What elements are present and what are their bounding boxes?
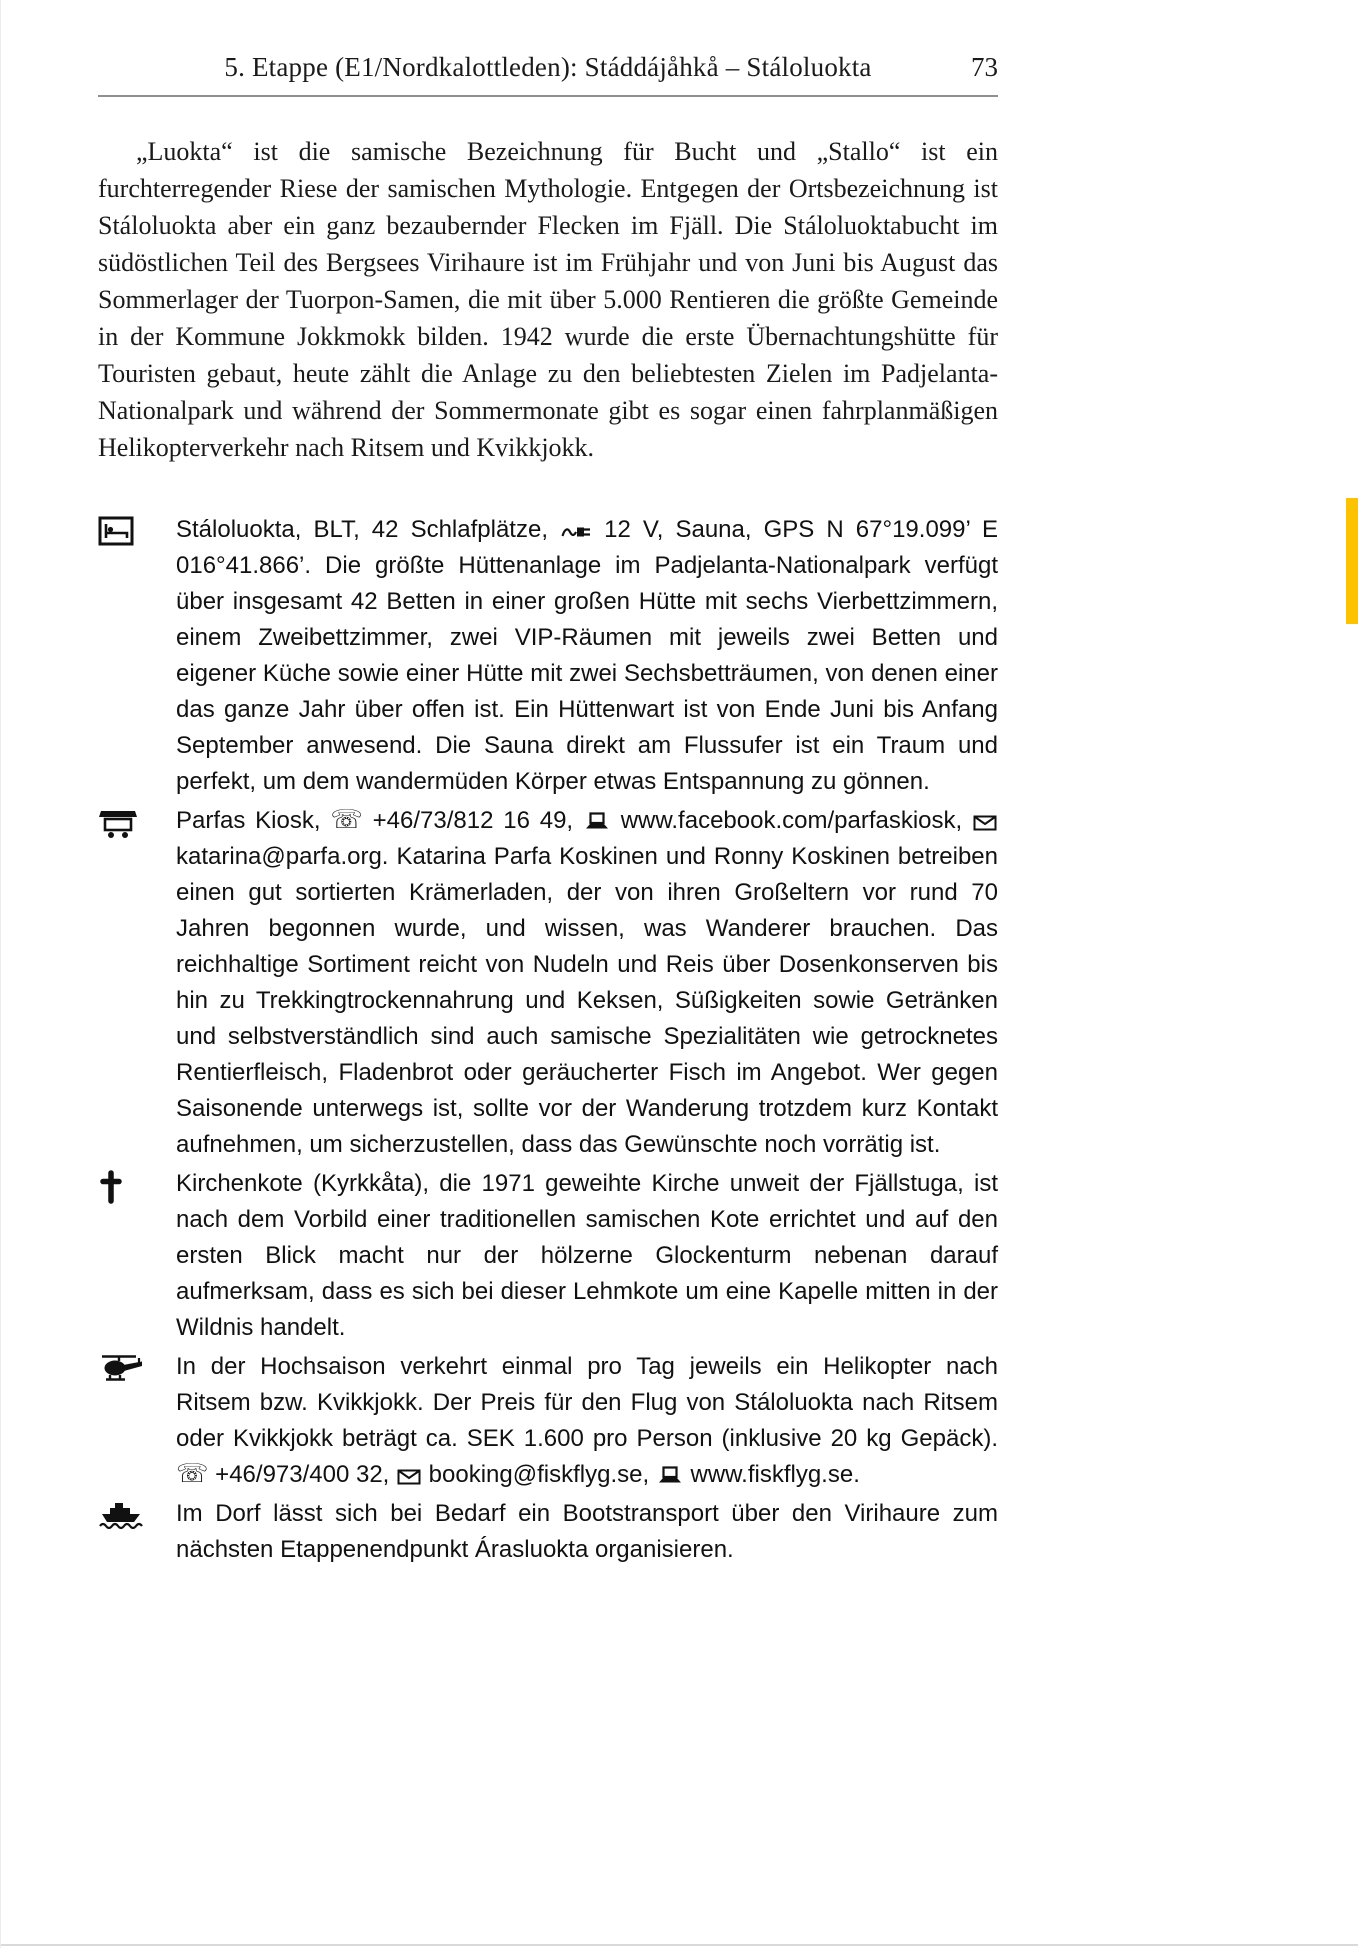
entry-text: Im Dorf lässt sich bei Bedarf ein Bootstransport über den Virihaure zum nächsten Etappenendpunkt Árasluokta organisieren. (176, 1500, 998, 1563)
chapter-edge-tab (1346, 498, 1358, 624)
email-icon (397, 1469, 421, 1485)
boat-icon (98, 1500, 144, 1530)
church-cross-icon (98, 1170, 124, 1204)
kiosk-icon (98, 807, 138, 839)
phone-icon: ☏ (330, 805, 363, 835)
entry-icon-cell (98, 1349, 176, 1388)
info-entry (98, 803, 998, 1163)
entry-icon-cell (98, 1496, 176, 1535)
info-entry (98, 1349, 998, 1493)
info-list (98, 512, 998, 1568)
laptop-icon (657, 1466, 683, 1485)
page-bottom-edge (1, 1944, 1358, 1946)
page-header (98, 52, 998, 97)
entry-icon-cell (98, 803, 176, 844)
entry-text: Stáloluokta, BLT, 42 Schlafplätze, 12 V, Sauna, GPS N 67°19.099’ E 016°41.866’. Die größte Hüttenanlage im Padjelanta-Nationalpark verfügt über insgesamt 42 Betten in einer großen Hütte mit sechs Vierbettzimmern, einem Zweibettzimmer, zwei VIP-Räumen mit jeweils zwei Betten und eigener Küche sowie einer Hütte mit zwei Sechsbetträumen, von denen einer das ganze Jahr über offen ist. Ein Hüttenwart ist von Ende Juni bis Anfang September anwesend. Die Sauna direkt am Flussufer ist ein Traum und perfekt, um dem wandermüden Körper etwas Entspannung zu gönnen. (176, 516, 999, 795)
info-entry (98, 1166, 998, 1346)
power-plug-icon (561, 524, 591, 540)
intro-paragraph: „Luokta“ ist die samische Bezeichnung für Bucht und „Stallo“ ist ein furchterregender Riese der samischen Mythologie. Entgegen der Ortsbezeichnung ist Stáloluokta aber ein ganz bezaubernder Flecken im Fjäll. Die Stáloluoktabucht im südöstlichen Teil des Bergsees Virihaure ist im Frühjahr und von Juni bis August das Sommerlager der Tuorpon-Samen, die mit über 5.000 Rentieren die größte Gemeinde in der Kommune Jokkmokk bilden. 1942 wurde die erste Übernachtungshütte für Touristen gebaut, heute zählt die Anlage zu den beliebtesten Zielen im Padjelanta-Nationalpark und während der Sommermonate gibt es sogar einen fahrplanmäßigen Helikopterverkehr nach Ritsem und Kvikkjokk. (98, 137, 998, 462)
info-entry (98, 512, 998, 800)
phone-icon: ☏ (176, 1459, 209, 1489)
helicopter-icon (98, 1353, 144, 1383)
running-title: 5. Etappe (E1/Nordkalottleden): Stáddájåhkå – Stáloluokta (224, 52, 872, 82)
header-rule (98, 95, 998, 97)
laptop-icon (584, 812, 610, 831)
entry-text: Parfas Kiosk, ☏ +46/73/812 16 49, www.facebook.com/parfaskiosk, katarina@parfa.org. Katarina Parfa Koskinen und Ronny Koskinen betreiben einen gut sortierten Krämerladen, der von ihren Großeltern vor rund 70 Jahren begonnen wurde, und wissen, was Wanderer brauchen. Das reichhaltige Sortiment reicht von Nudeln und Reis über Dosenkonserven bis hin zu Trekkingtrockennahrung und Keksen, Süßigkeiten sowie Getränken und selbstverständlich sind auch samische Spezialitäten wie getrocknetes Rentierfleisch, Fladenbrot oder geräucherter Fisch im Angebot. Wer gegen Saisonende unterwegs ist, sollte vor der Wanderung trotzdem kurz Kontakt aufnehmen, um sicherzustellen, dass das Gewünschte noch vorrätig ist. (176, 805, 998, 1158)
entry-text: In der Hochsaison verkehrt einmal pro Tag jeweils ein Helikopter nach Ritsem bzw. Kvikkjokk. Der Preis für den Flug von Stáloluokta nach Ritsem oder Kvikkjokk beträgt ca. SEK 1.600 pro Person (inklusive 20 kg Gepäck). ☏ +46/973/400 32, booking@fiskflyg.se, www.fiskflyg.se. (176, 1353, 998, 1489)
email-icon (973, 815, 997, 831)
info-entry (98, 1496, 998, 1568)
entry-icon-cell (98, 1166, 176, 1209)
hut-bed-icon (98, 516, 134, 546)
page-number: 73 (971, 52, 998, 82)
entry-text: Kirchenkote (Kyrkkåta), die 1971 geweihte Kirche unweit der Fjällstuga, ist nach dem Vorbild einer traditionellen samischen Kote errichtet und auf den ersten Blick macht nur der hölzerne Glockenturm nebenan darauf aufmerksam, dass es sich bei dieser Lehmkote um eine Kapelle mitten in der Wildnis handelt. (176, 1170, 998, 1341)
entry-icon-cell (98, 512, 176, 551)
